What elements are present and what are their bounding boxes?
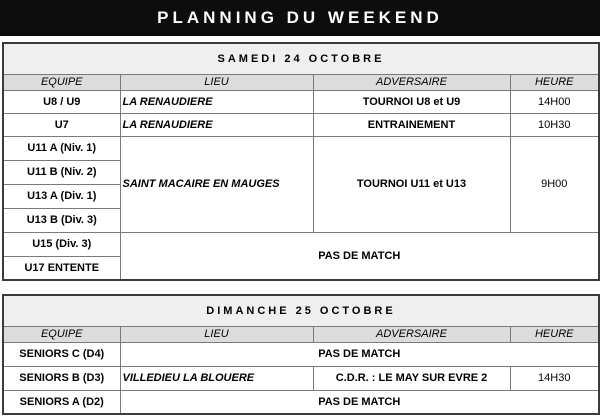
equipe-cell: U13 B (Div. 3) [3, 208, 120, 232]
table-row [3, 90, 599, 113]
table-row [3, 232, 599, 256]
col-equipe: EQUIPE [3, 74, 120, 90]
lieu-cell: LA RENAUDIERE [120, 90, 313, 113]
adversaire-cell: TOURNOI U11 et U13 [313, 136, 510, 232]
lieu-cell: SAINT MACAIRE EN MAUGES [120, 136, 313, 232]
equipe-cell: U17 ENTENTE [3, 256, 120, 280]
table-row [3, 390, 599, 414]
saturday-header [3, 43, 599, 74]
col-equipe: EQUIPE [3, 326, 120, 342]
no-match-cell: PAS DE MATCH [120, 390, 599, 414]
equipe-cell: U13 A (Div. 1) [3, 184, 120, 208]
heure-cell: 10H30 [510, 113, 599, 136]
col-adversaire: ADVERSAIRE [313, 326, 510, 342]
equipe-cell: U7 [3, 113, 120, 136]
col-heure: HEURE [510, 326, 599, 342]
heure-cell: 14H30 [510, 366, 599, 390]
adversaire-cell: TOURNOI U8 et U9 [313, 90, 510, 113]
equipe-cell: U11 B (Niv. 2) [3, 160, 120, 184]
table-row [3, 136, 599, 160]
col-lieu: LIEU [120, 74, 313, 90]
table-row [3, 342, 599, 366]
day-label: SAMEDI 24 OCTOBRE [3, 43, 599, 74]
equipe-cell: U11 A (Niv. 1) [3, 136, 120, 160]
col-adversaire: ADVERSAIRE [313, 74, 510, 90]
heure-cell: 14H00 [510, 90, 599, 113]
no-match-cell: PAS DE MATCH [120, 232, 599, 280]
sunday-table [2, 294, 600, 415]
saturday-table [2, 42, 600, 281]
adversaire-cell: C.D.R. : LE MAY SUR EVRE 2 [313, 366, 510, 390]
col-lieu: LIEU [120, 326, 313, 342]
page-title: PLANNING DU WEEKEND [0, 0, 600, 36]
day-label: DIMANCHE 25 OCTOBRE [3, 295, 599, 326]
equipe-cell: SENIORS A (D2) [3, 390, 120, 414]
equipe-cell: SENIORS C (D4) [3, 342, 120, 366]
table-row [3, 113, 599, 136]
equipe-cell: U8 / U9 [3, 90, 120, 113]
table-row [3, 366, 599, 390]
column-headers [3, 326, 599, 342]
heure-cell: 9H00 [510, 136, 599, 232]
col-heure: HEURE [510, 74, 599, 90]
equipe-cell: U15 (Div. 3) [3, 232, 120, 256]
column-headers [3, 74, 599, 90]
equipe-cell: SENIORS B (D3) [3, 366, 120, 390]
lieu-cell: LA RENAUDIERE [120, 113, 313, 136]
lieu-cell: VILLEDIEU LA BLOUERE [120, 366, 313, 390]
no-match-cell: PAS DE MATCH [120, 342, 599, 366]
adversaire-cell: ENTRAINEMENT [313, 113, 510, 136]
sunday-header [3, 295, 599, 326]
